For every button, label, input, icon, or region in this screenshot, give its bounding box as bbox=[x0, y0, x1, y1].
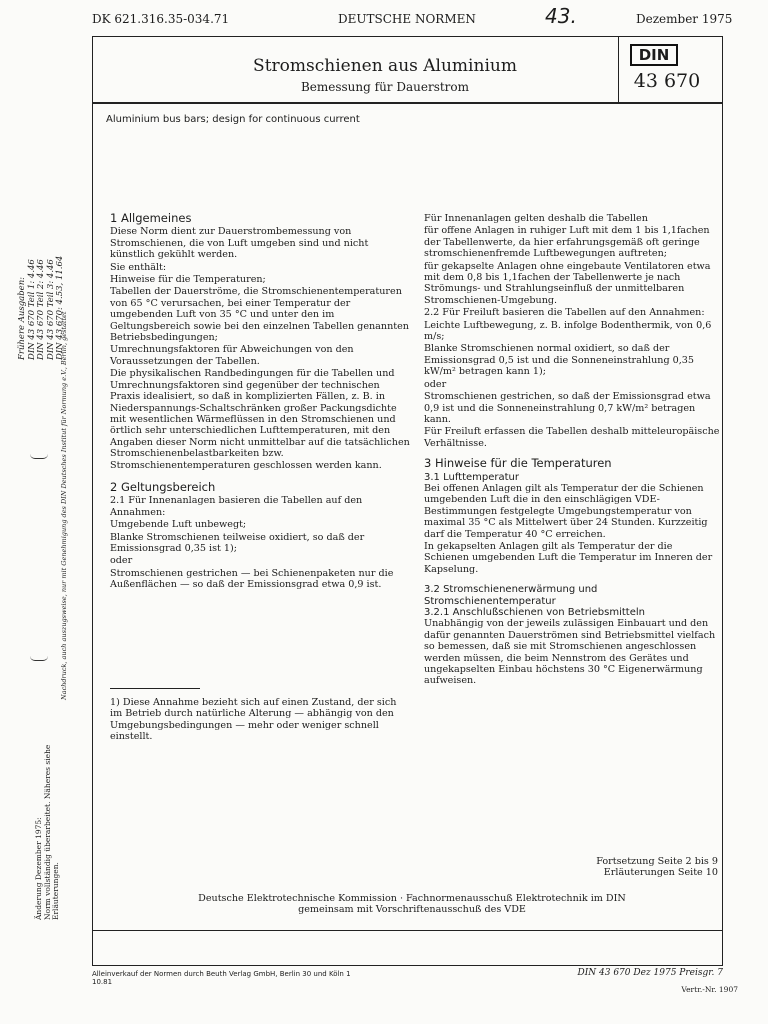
paragraph: Die physikalischen Randbedingungen für die Tabellen und Umrechnungsfaktoren sind gegenüber der technischen Praxis idealisiert, so daß in komplizierten Fällen, z. B. in Niederspannungs-Schaltschränken großer Packungsdichte mit wesentlichen Wärmeflüssen in den Stromschienen und örtlich sehr unterschiedlichen Lufttemperaturen, mit den Angaben dieser Norm nicht unmittelbar auf die tatsächlichen Stromschienenbelastbarkeiten bzw. Stromschienentemperaturen geschlossen werden kann. bbox=[110, 368, 410, 471]
section-3-heading: 3 Hinweise für die Temperaturen bbox=[424, 456, 612, 471]
change-line: Norm vollständig überarbeitet. Näheres siehe bbox=[42, 744, 52, 920]
din-logo: DIN bbox=[630, 44, 678, 66]
paragraph: für offene Anlagen in ruhiger Luft mit dem 1 bis 1,1fachen der Tabellenwerte, da hier erfahrungsgemäß oft geringe stromschienenfremde Luftbewegungen auftreten; bbox=[424, 225, 710, 260]
paragraph: Sie enthält: bbox=[110, 261, 167, 273]
paragraph: Blanke Stromschienen normal oxidiert, so daß der Emissionsgrad 0,5 ist und die Sonneneinstrahlung 0,35 kW/m² betragen kann 1); bbox=[424, 343, 695, 378]
change-line: Erläuterungen. bbox=[51, 862, 60, 920]
doc-reference: DIN 43 670 Dez 1975 Preisgr. 7 bbox=[577, 968, 723, 978]
earlier-editions bbox=[18, 256, 66, 360]
section-3-2-heading: 3.2 Stromschienenerwärmung und Stromschienentemperatur bbox=[424, 584, 598, 607]
section-1-heading: 1 Allgemeines bbox=[110, 211, 192, 225]
right-column bbox=[424, 213, 720, 688]
paragraph: für gekapselte Anlagen ohne eingebaute Ventilatoren etwa mit dem 0,8 bis 1,1fachen der Tabellenwerte je nach Strömungs- und Strahlungseinfluß der unmittelbaren Stromschienen-Umgebung. bbox=[424, 260, 711, 306]
margin-mark bbox=[30, 656, 48, 661]
header-divider bbox=[93, 102, 722, 104]
change-line: Änderung Dezember 1975: bbox=[34, 817, 43, 920]
paragraph: Hinweise für die Temperaturen; bbox=[110, 274, 266, 286]
earlier-edition: DIN 43 670 Teil 1: 4.46 bbox=[26, 259, 37, 360]
paragraph: 2.1 Für Innenanlagen basieren die Tabellen auf den Annahmen: bbox=[110, 495, 363, 518]
margin-mark bbox=[30, 454, 48, 459]
earlier-edition: DIN 43 670: 4.53, 11.64 bbox=[55, 255, 65, 360]
left-column bbox=[110, 213, 410, 592]
paragraph: Stromschienen gestrichen, so daß der Emissionsgrad etwa 0,9 ist und die Sonneneinstrahlung 0,7 kW/m² betragen kann. bbox=[424, 391, 711, 425]
paragraph: oder bbox=[110, 555, 133, 567]
header-vertical-divider bbox=[618, 37, 619, 102]
continuation-line: Fortsetzung Seite 2 bis 9 bbox=[596, 856, 718, 867]
english-title: Aluminium bus bars; design for continuous current bbox=[106, 114, 360, 125]
paragraph: Umgebende Luft unbewegt; bbox=[110, 519, 247, 531]
earlier-editions-title: Frühere Ausgaben: bbox=[17, 276, 27, 360]
din-number: 43 670 bbox=[633, 70, 701, 92]
section-3-1-heading: 3.1 Lufttemperatur bbox=[424, 471, 520, 483]
paragraph: 2.2 Für Freiluft basieren die Tabellen auf den Annahmen: bbox=[424, 307, 705, 319]
commission-note: Deutsche Elektrotechnische Kommission · Fachnormenausschuß Elektrotechnik im DIN gemeinsam mit Vorschriftenausschuß des VDE bbox=[198, 893, 626, 916]
paragraph: Stromschienen gestrichen — bei Schienenpaketen nur die Außenflächen — so daß der Emissionsgrad etwa 0,9 ist. bbox=[110, 567, 394, 591]
change-note bbox=[35, 745, 61, 920]
continuation-line: Erläuterungen Seite 10 bbox=[603, 867, 718, 879]
dk-number: DK 621.316.35-034.71 bbox=[92, 12, 230, 26]
handwritten-number: 43. bbox=[545, 4, 577, 28]
series-label: DEUTSCHE NORMEN bbox=[338, 12, 476, 26]
print-date: 10.81 bbox=[92, 978, 113, 986]
earlier-edition: DIN 43 670 Teil 3: 4.46 bbox=[45, 259, 56, 360]
copyright-note: Nachdruck, auch auszugsweise, nur mit Genehmigung des DIN Deutsches Institut für Normung e.V., Berlin, gestattet bbox=[60, 311, 68, 700]
paragraph: Bei offenen Anlagen gilt als Temperatur der die Schienen umgebenden Luft die in den einschlägigen VDE-Bestimmungen festgelegte Umgebungstemperatur von maximal 35 °C als Mittelwert über 24 Stunden. Kurzzeitig darf die Temperatur 40 °C erreichen. bbox=[424, 482, 708, 540]
page-title: Stromschienen aus Aluminium bbox=[253, 56, 517, 76]
publisher-line: Alleinverkauf der Normen durch Beuth Verlag GmbH, Berlin 30 und Köln 1 bbox=[92, 970, 351, 978]
paragraph: Für Innenanlagen gelten deshalb die Tabellen bbox=[424, 213, 648, 224]
footnote-rule bbox=[110, 688, 200, 689]
publisher-note bbox=[92, 970, 351, 986]
paragraph: Diese Norm dient zur Dauerstrombemessung von Stromschienen, die von Luft umgeben sind und nicht künstlich gekühlt werden. bbox=[110, 226, 369, 261]
paragraph: Blanke Stromschienen teilweise oxidiert, so daß der Emissionsgrad 0,35 ist 1); bbox=[110, 531, 365, 554]
paragraph: Für Freiluft erfassen die Tabellen deshalb mitteleuropäische Verhältnisse. bbox=[424, 426, 720, 449]
order-number: Vertr.-Nr. 1907 bbox=[681, 985, 738, 994]
paragraph: In gekapselten Anlagen gilt als Temperatur der die Schienen umgebenden Luft die Temperatur im Inneren der Kapselung. bbox=[424, 540, 713, 575]
issue-date: Dezember 1975 bbox=[636, 12, 733, 26]
paragraph: oder bbox=[424, 378, 447, 390]
paragraph: Tabellen der Dauerströme, die Stromschienentemperaturen von 65 °C verursachen, bei einer Temperatur der umgebenden Luft von 35 °C und unter den im Geltungsbereich sowie bei den einzelnen Tabellen genannten Betriebsbedingungen; bbox=[110, 286, 409, 344]
paragraph: Umrechnungsfaktoren für Abweichungen von den Voraussetzungen der Tabellen. bbox=[110, 344, 354, 367]
section-2-heading: 2 Geltungsbereich bbox=[110, 479, 216, 494]
page-subtitle: Bemessung für Dauerstrom bbox=[300, 80, 470, 94]
earlier-edition: DIN 43 670 Teil 2: 4.46 bbox=[36, 259, 46, 360]
footnote: 1) Diese Annahme bezieht sich auf einen Zustand, der sich im Betrieb durch natürliche Alterung — abhängig von den Umgebungsbedingungen — mehr oder weniger schnell einstellt. bbox=[110, 697, 397, 743]
continuation-note bbox=[520, 856, 718, 879]
section-3-2-1-heading: 3.2.1 Anschlußschienen von Betriebsmitteln bbox=[424, 607, 645, 618]
paragraph: Leichte Luftbewegung, z. B. infolge Bodenthermik, von 0,6 m/s; bbox=[424, 319, 712, 343]
footer-divider bbox=[93, 930, 722, 931]
paragraph: Unabhängig von der jeweils zulässigen Einbauart und den dafür genannten Dauerströmen sind Betriebsmittel vielfach so bemessen, daß sie mit Stromschienen angeschlossen werden müssen, die beim Nennstrom des Gerätes und ungekapselten Einbau höchstens 30 °C Eigenerwärmung aufweisen. bbox=[424, 618, 716, 687]
